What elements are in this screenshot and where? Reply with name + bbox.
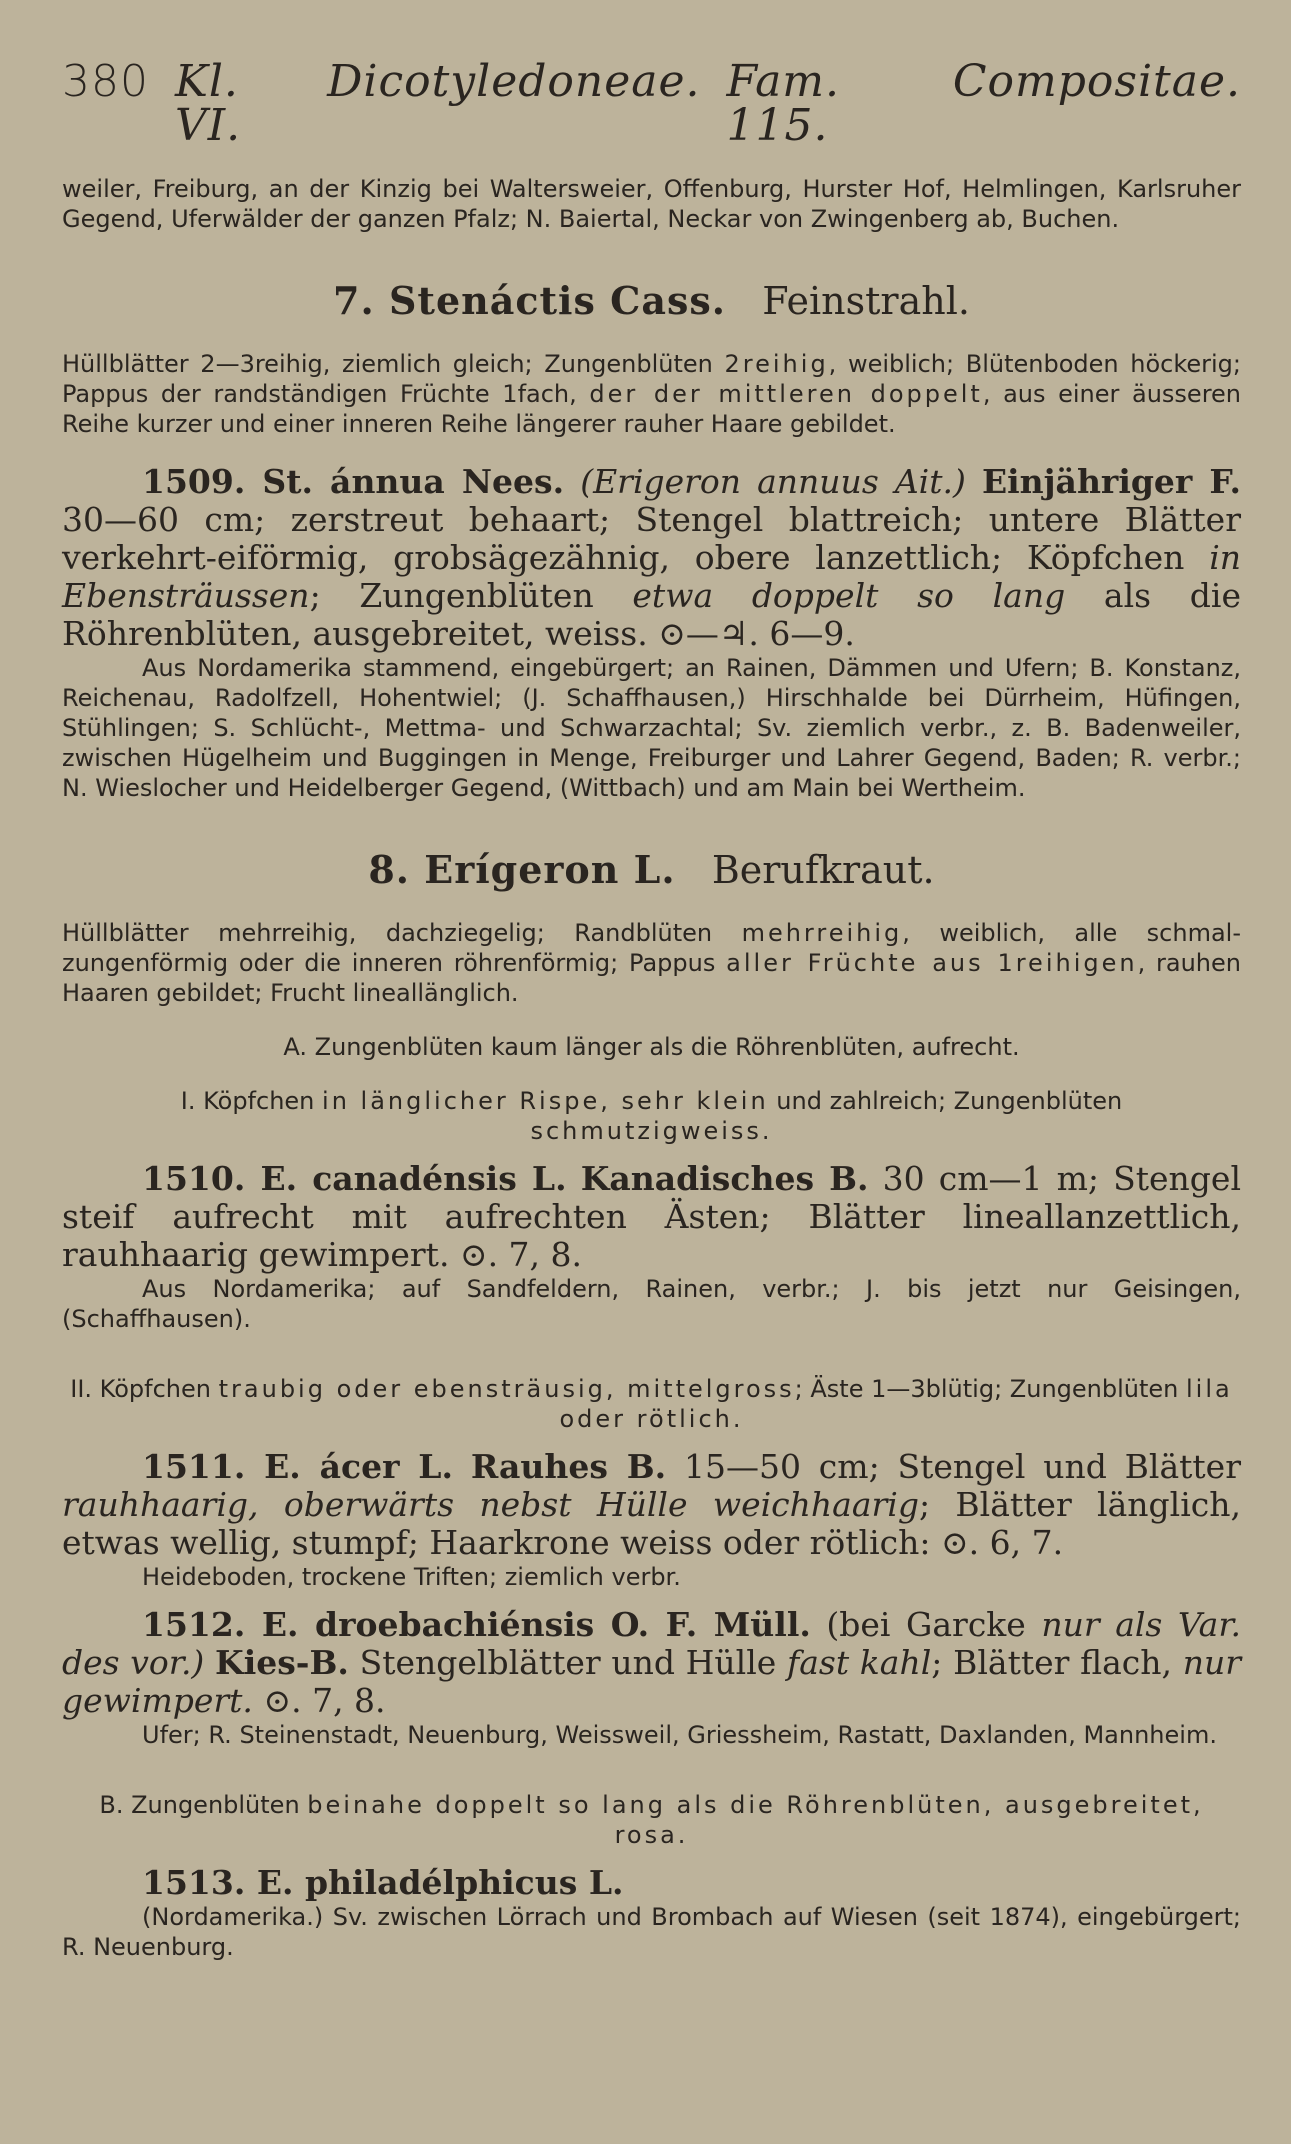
species-text-italic: in Ebensträussen [62,538,1241,615]
species-heading: 1513. E. philadélphicus L. [142,1863,624,1902]
genus-heading-erigeron [62,847,1241,892]
genus-description [62,349,1241,439]
class-name: Dicotyledoneae. [327,56,701,107]
species-1509 [62,463,1241,653]
species-heading: 1510. E. canadénsis L. [142,1159,567,1198]
desc-part: , weiblich, alle schmal-zungenförmig oder die inneren röhrenförmig; Pappus [62,919,1241,977]
group-text: und zahlreich; Zungenblüten [776,1087,1123,1115]
species-text: 30 cm—1 m; Stengel steif aufrecht mit aufrechten Ästen; Blätter lineallanzettlich, rauhhaarig gewimpert. ⊙. 7, 8. [62,1159,1241,1274]
species-text: Stengelblätter und Hülle [359,1643,777,1682]
desc-emphasis: mehrreihig [741,919,903,947]
group-i-heading [62,1086,1241,1146]
section-text: B. Zungenblüten [99,1791,300,1819]
species-synonym: (Erigeron annuus Ait.) [580,462,966,501]
continuation-text: weiler, Freiburg, an der Kinzig bei Waltersweier, Offenburg, Hurster Hof, Helmlingen, Karlsruher Gegend, Uferwälder der ganzen Pfalz; N. Baiertal, Neckar von Zwingenberg ab, Buchen. [62,175,1241,233]
desc-part: Hüllblätter 2—3reihig, ziemlich gleich; Zungenblüten [62,350,713,378]
genus-common-name: Feinstrahl. [762,279,970,323]
species-text: 30—60 cm; zerstreut behaart; Stengel blattreich; untere Blätter verkehrt-eiförmig, grobsägezähnig, obere lanzettlich; Köpfchen [62,500,1241,577]
species-1512 [62,1606,1241,1720]
group-text: II. Köpfchen [70,1375,211,1403]
genus-title: 7. Stenáctis Cass. [333,278,726,323]
desc-emphasis: aller Früchte aus 1reihigen [726,949,1138,977]
species-common-name: Kies-B. [215,1643,349,1682]
species-text: ; Blätter flach, [931,1643,1173,1682]
species-note: (bei Garcke [826,1605,1026,1644]
species-locality: Heideboden, trockene Triften; ziemlich verbr. [142,1563,681,1591]
desc-part: , aus einer äusseren Reihe kurzer und einer inneren Reihe längerer rauher Haare gebildet. [62,380,1242,438]
genus-description [62,918,1241,1008]
species-1513 [62,1864,1241,1902]
species-text-italic: fast kahl [787,1643,932,1682]
genus-heading-stenactis [62,278,1241,323]
species-heading: 1509. St. ánnua Nees. [142,462,565,501]
group-emphasis: lila oder rötlich. [559,1375,1233,1433]
species-common-name: Rauhes B. [470,1447,667,1486]
section-emphasis: beinahe doppelt so lang als die Röhrenblüten, ausgebreitet, rosa. [307,1791,1204,1849]
species-heading: 1512. E. droebachiénsis O. F. Müll. [142,1605,811,1644]
desc-part: Hüllblätter mehrreihig, dachziegelig; Randblüten [62,919,713,947]
group-ii-heading [62,1374,1241,1434]
group-emphasis: schmutzigweiss. [530,1117,773,1145]
class-label: Kl. VI. [174,56,242,151]
species-heading: 1511. E. ácer L. [142,1447,453,1486]
page-number: 380 [62,56,149,107]
section-a-heading: A. Zungenblüten kaum länger als die Röhrenblüten, aufrecht. [283,1033,1020,1061]
family-name: Compositae. [952,56,1241,107]
genus-common-name: Berufkraut. [711,848,935,892]
species-locality: Ufer; R. Steinenstadt, Neuenburg, Weissweil, Griessheim, Rastatt, Daxlanden, Mannheim. [142,1721,1217,1749]
page-header [62,56,1241,151]
species-common-name: Kanadisches B. [580,1159,869,1198]
species-text: ; Blätter länglich, etwas wellig, stumpf; Haarkrone weiss oder rötlich: ⊙. 6, 7. [62,1485,1241,1562]
desc-emphasis: 2reihig [724,350,829,378]
section-b-heading [62,1790,1241,1850]
species-1510 [62,1160,1241,1274]
species-note-italic: nur als Var. des vor.) [62,1605,1241,1682]
species-text-italic: nur gewimpert. [62,1643,1242,1720]
species-locality: Aus Nordamerika stammend, eingebürgert; an Rainen, Dämmen und Ufern; B. Konstanz, Reichenau, Radolfzell, Hohentwiel; (J. Schaffhausen,) Hirschhalde bei Dürrheim, Hüfingen, Stühlingen; S. Schlücht-, Mettma- und Schwarzachtal; Sv. ziemlich verbr., z. B. Badenweiler, zwischen Hügelheim und Buggingen in Menge, Freiburger und Lahrer Gegend, Baden; R. verbr.; N. Wieslocher und Heidelberger Gegend, (Wittbach) und am Main bei Wertheim. [62,654,1241,802]
species-1511 [62,1448,1241,1562]
species-locality: Aus Nordamerika; auf Sandfeldern, Rainen, verbr.; J. bis jetzt nur Geisingen, (Schaffhausen). [62,1275,1241,1333]
species-text-italic: etwa doppelt so lang [632,576,1066,615]
family-label: Fam. 115. [726,56,841,151]
group-emphasis: in länglicher Rispe, sehr klein [322,1087,769,1115]
species-text: 15—50 cm; Stengel und Blätter [684,1447,1241,1486]
genus-title: 8. Erígeron L. [368,847,676,892]
species-text: ; Zungenblüten [309,576,594,615]
group-emphasis: traubig oder ebensträusig, mittelgross [218,1375,795,1403]
species-locality: (Nordamerika.) Sv. zwischen Lörrach und Brombach auf Wiesen (seit 1874), eingebürgert; R. Neuenburg. [62,1903,1241,1961]
group-text: ; Äste 1—3blütig; Zungenblüten [794,1375,1179,1403]
desc-part: , rauhen Haaren gebildet; Frucht lineallänglich. [62,949,1241,1007]
species-text: ⊙. 7, 8. [263,1681,386,1720]
desc-emphasis: der der mittleren doppelt [589,380,983,408]
desc-part: , weiblich; Blütenboden höckerig; Pappus der randständigen Früchte 1fach, [62,350,1241,408]
species-common-name: Einjähriger F. [981,462,1241,501]
species-text: als die Röhrenblüten, ausgebreitet, weiss. ⊙—♃. 6—9. [62,576,1241,653]
group-text: I. Köpfchen [180,1087,315,1115]
species-text-italic: rauhhaarig, oberwärts nebst Hülle weichhaarig [62,1485,919,1524]
